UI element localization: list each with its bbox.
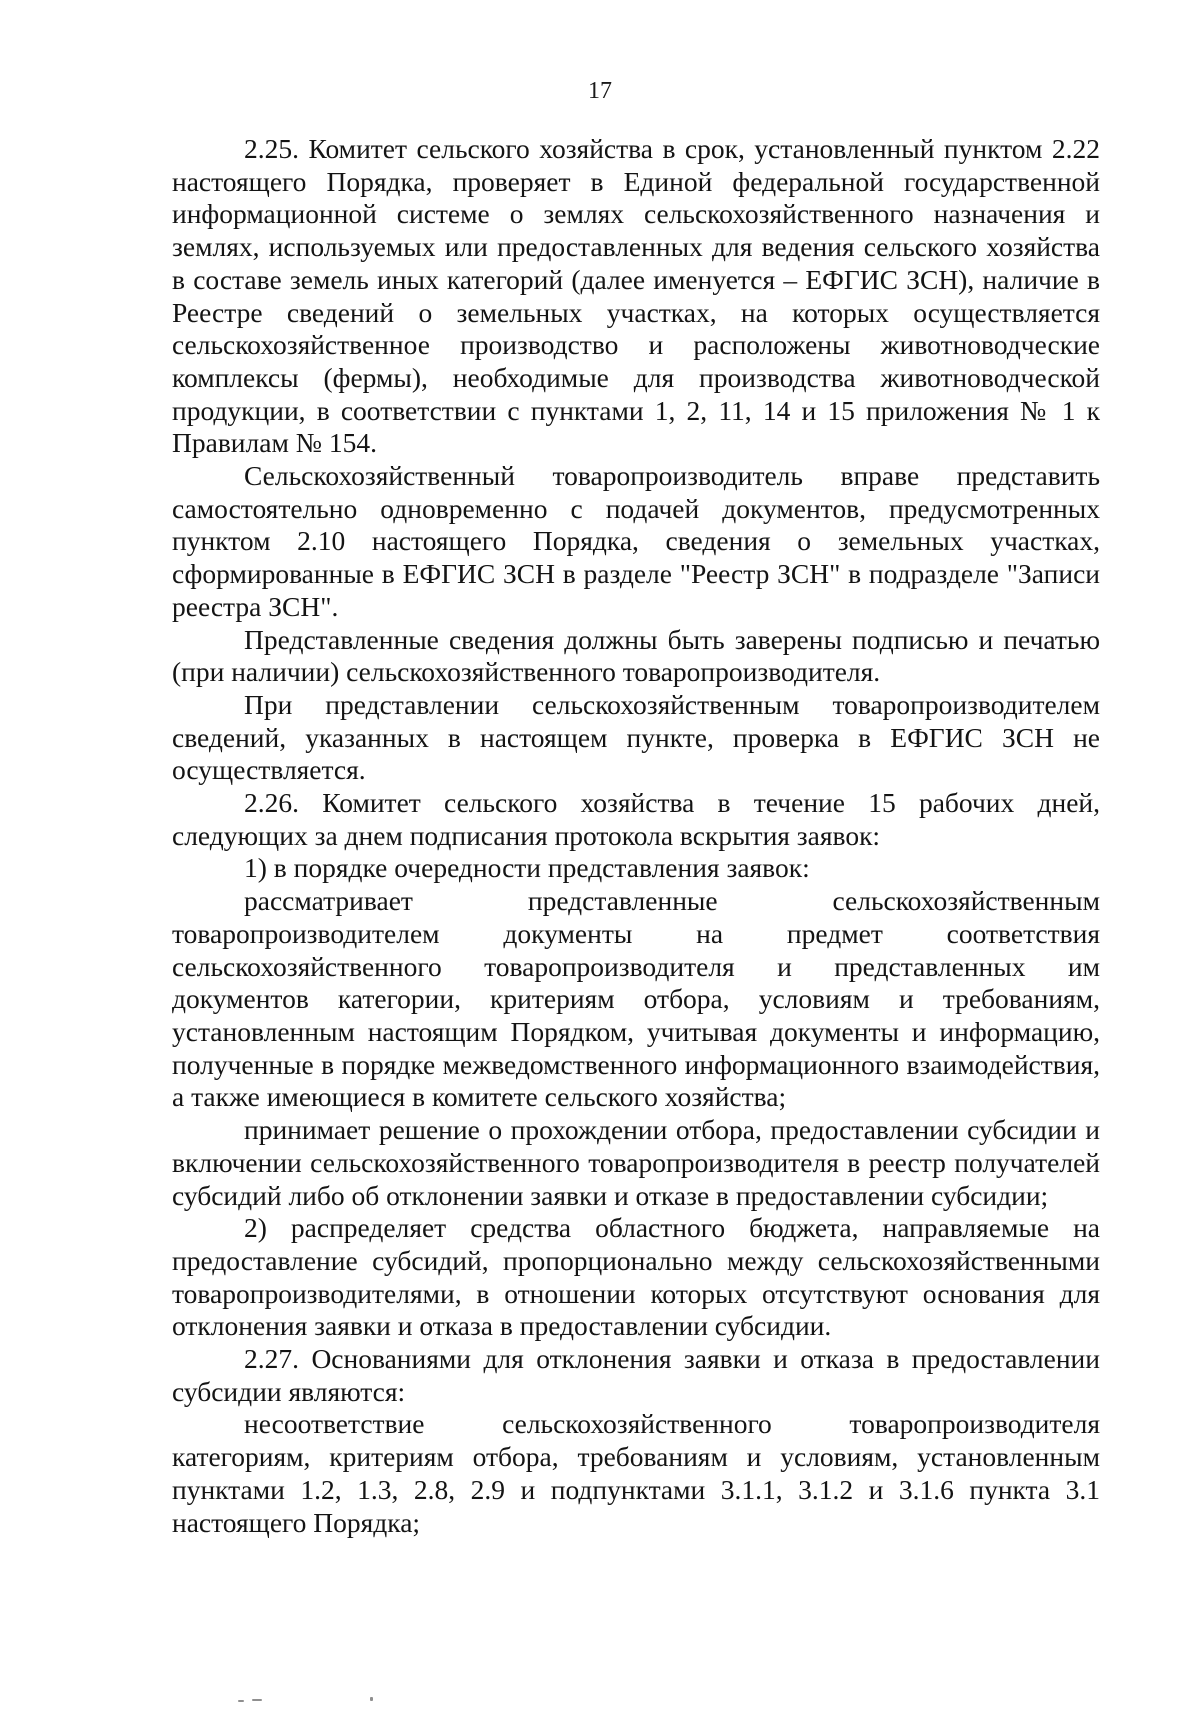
paragraph-2-26: 2.26. Комитет сельского хозяйства в течение 15 рабочих дней, следующих за днем подписания протокола вскрытия заявок: <box>172 787 1100 851</box>
list-item-1: 1) в порядке очередности представления заявок: <box>244 852 810 884</box>
paragraph-2-25: 2.25. Комитет сельского хозяйства в срок, установленный пунктом 2.22 настоящего Порядка, проверяет в Единой федеральной государственной информационной системе о землях сельскохозяйственного назначения и землях, используемых или предоставленных для ведения сельского хозяйства в составе земель иных категорий (далее именуется – ЕФГИС ЗСН), наличие в Реестре сведений о земельных участках, на которых осуществляется сельскохозяйственное производство и расположены животноводческие комплексы (фермы), необходимые для производства животноводческой продукции, в соответствии с пунктами 1, 2, 11, 14 и 15 приложения № 1 к Правилам № 154. <box>172 133 1100 459</box>
scan-artifact <box>370 1697 373 1701</box>
scan-artifact <box>252 1699 262 1701</box>
paragraph-2-27: 2.27. Основаниями для отклонения заявки и отказа в предоставлении субсидии являются: <box>172 1343 1100 1407</box>
page-number: 17 <box>588 78 612 104</box>
scan-artifact <box>238 1700 244 1702</box>
paragraph-certification: Представленные сведения должны быть заверены подписью и печатью (при наличии) сельскохозяйственного товаропроизводителя. <box>172 623 1100 688</box>
document-body <box>172 133 1100 1539</box>
paragraph-own-submission: Сельскохозяйственный товаропроизводитель вправе представить самостоятельно одновременно с подачей документов, предусмотренных пунктом 2.10 настоящего Порядка, сведения о земельных участках, сформированные в ЕФГИС ЗСН в разделе "Реестр ЗСН" в подразделе "Записи реестра ЗСН". <box>172 460 1100 622</box>
paragraph-reviews: рассматривает представленные сельскохозяйственным товаропроизводителем документы на предмет соответствия сельскохозяйственного товаропроизводителя и представленных им документов категории, критериям отбора, условиям и требованиям, установленным настоящим Порядком, учитывая документы и информацию, полученные в порядке межведомственного информационного взаимодействия, а также имеющиеся в комитете сельского хозяйства; <box>172 885 1100 1113</box>
paragraph-decision: принимает решение о прохождении отбора, предоставлении субсидии и включении сельскохозяйственного товаропроизводителя в реестр получателей субсидий либо об отклонении заявки и отказе в предоставлении субсидии; <box>172 1114 1100 1211</box>
paragraph-noncompliance: несоответствие сельскохозяйственного товаропроизводителя категориям, критериям отбора, требованиям и условиям, установленным пунктами 1.2, 1.3, 2.8, 2.9 и подпунктами 3.1.1, 3.1.2 и 3.1.6 пункта 3.1 настоящего Порядка; <box>172 1408 1100 1538</box>
paragraph-no-check: При представлении сельскохозяйственным товаропроизводителем сведений, указанных в настоящем пункте, проверка в ЕФГИС ЗСН не осуществляется. <box>172 688 1100 786</box>
list-item-2: 2) распределяет средства областного бюджета, направляемые на предоставление субсидий, пропорционально между сельскохозяйственными товаропроизводителями, в отношении которых отсутствуют основания для отклонения заявки и отказа в предоставлении субсидии. <box>172 1212 1100 1342</box>
